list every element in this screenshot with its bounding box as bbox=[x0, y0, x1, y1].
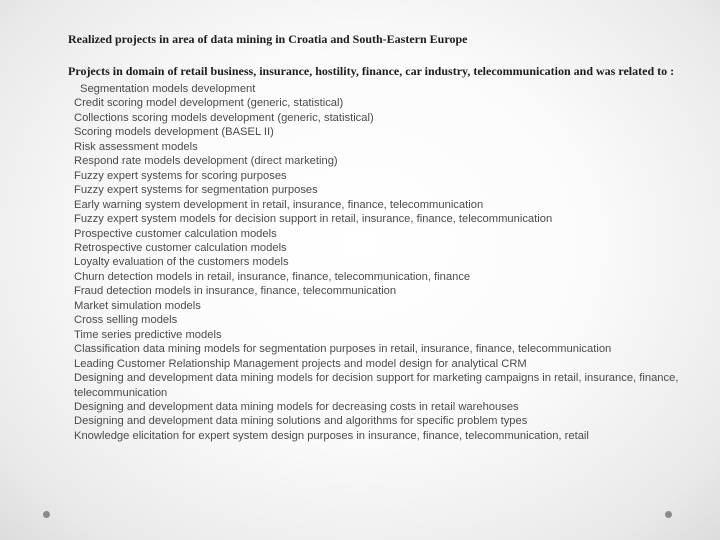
list-item: Fuzzy expert systems for scoring purposes bbox=[74, 169, 287, 182]
list-item: Leading Customer Relationship Management projects and model design for analytical CRM bbox=[74, 357, 527, 370]
list-item: Knowledge elicitation for expert system design purposes in insurance, finance, telecommunication, retail bbox=[74, 429, 589, 442]
decorative-dot-left bbox=[43, 511, 50, 518]
slide-title: Realized projects in area of data mining in Croatia and South-Eastern Europe bbox=[68, 32, 468, 46]
list-item: Loyalty evaluation of the customers models bbox=[74, 256, 289, 269]
list-item: Time series predictive models bbox=[74, 328, 222, 341]
list-item: Prospective customer calculation models bbox=[74, 227, 277, 240]
intro-text: Projects in domain of retail business, insurance, hostility, finance, car industry, telecommunication and was related to : bbox=[68, 64, 675, 78]
list-item: Classification data mining models for segmentation purposes in retail, insurance, finance, telecommunication bbox=[74, 343, 612, 356]
list-item: Designing and development data mining models for decision support for marketing campaigns in retail, insurance, finance, telecommunication bbox=[74, 372, 679, 399]
list-item: Collections scoring models development (generic, statistical) bbox=[74, 111, 374, 124]
list-item: Credit scoring model development (generic, statistical) bbox=[74, 97, 344, 110]
list-item: Retrospective customer calculation models bbox=[74, 241, 287, 254]
list-item: Risk assessment models bbox=[74, 140, 198, 153]
list-item: Fuzzy expert system models for decision support in retail, insurance, finance, telecommunication bbox=[74, 213, 553, 226]
list-item: Designing and development data mining models for decreasing costs in retail warehouses bbox=[74, 400, 519, 413]
list-item: Early warning system development in retail, insurance, finance, telecommunication bbox=[74, 198, 484, 211]
slide-content bbox=[68, 30, 708, 443]
list-item: Designing and development data mining solutions and algorithms for specific problem types bbox=[74, 415, 528, 428]
decorative-dot-right bbox=[665, 511, 672, 518]
list-item: Respond rate models development (direct marketing) bbox=[74, 155, 338, 168]
list-item: Market simulation models bbox=[74, 299, 201, 312]
list-item: Fraud detection models in insurance, finance, telecommunication bbox=[74, 285, 397, 298]
project-list bbox=[68, 82, 708, 443]
list-item: Churn detection models in retail, insurance, finance, telecommunication, finance bbox=[74, 270, 471, 283]
list-item: Segmentation models development bbox=[80, 83, 256, 95]
list-item: Scoring models development (BASEL II) bbox=[74, 126, 274, 139]
list-item: Cross selling models bbox=[74, 314, 178, 327]
list-item: Fuzzy expert systems for segmentation purposes bbox=[74, 184, 318, 197]
